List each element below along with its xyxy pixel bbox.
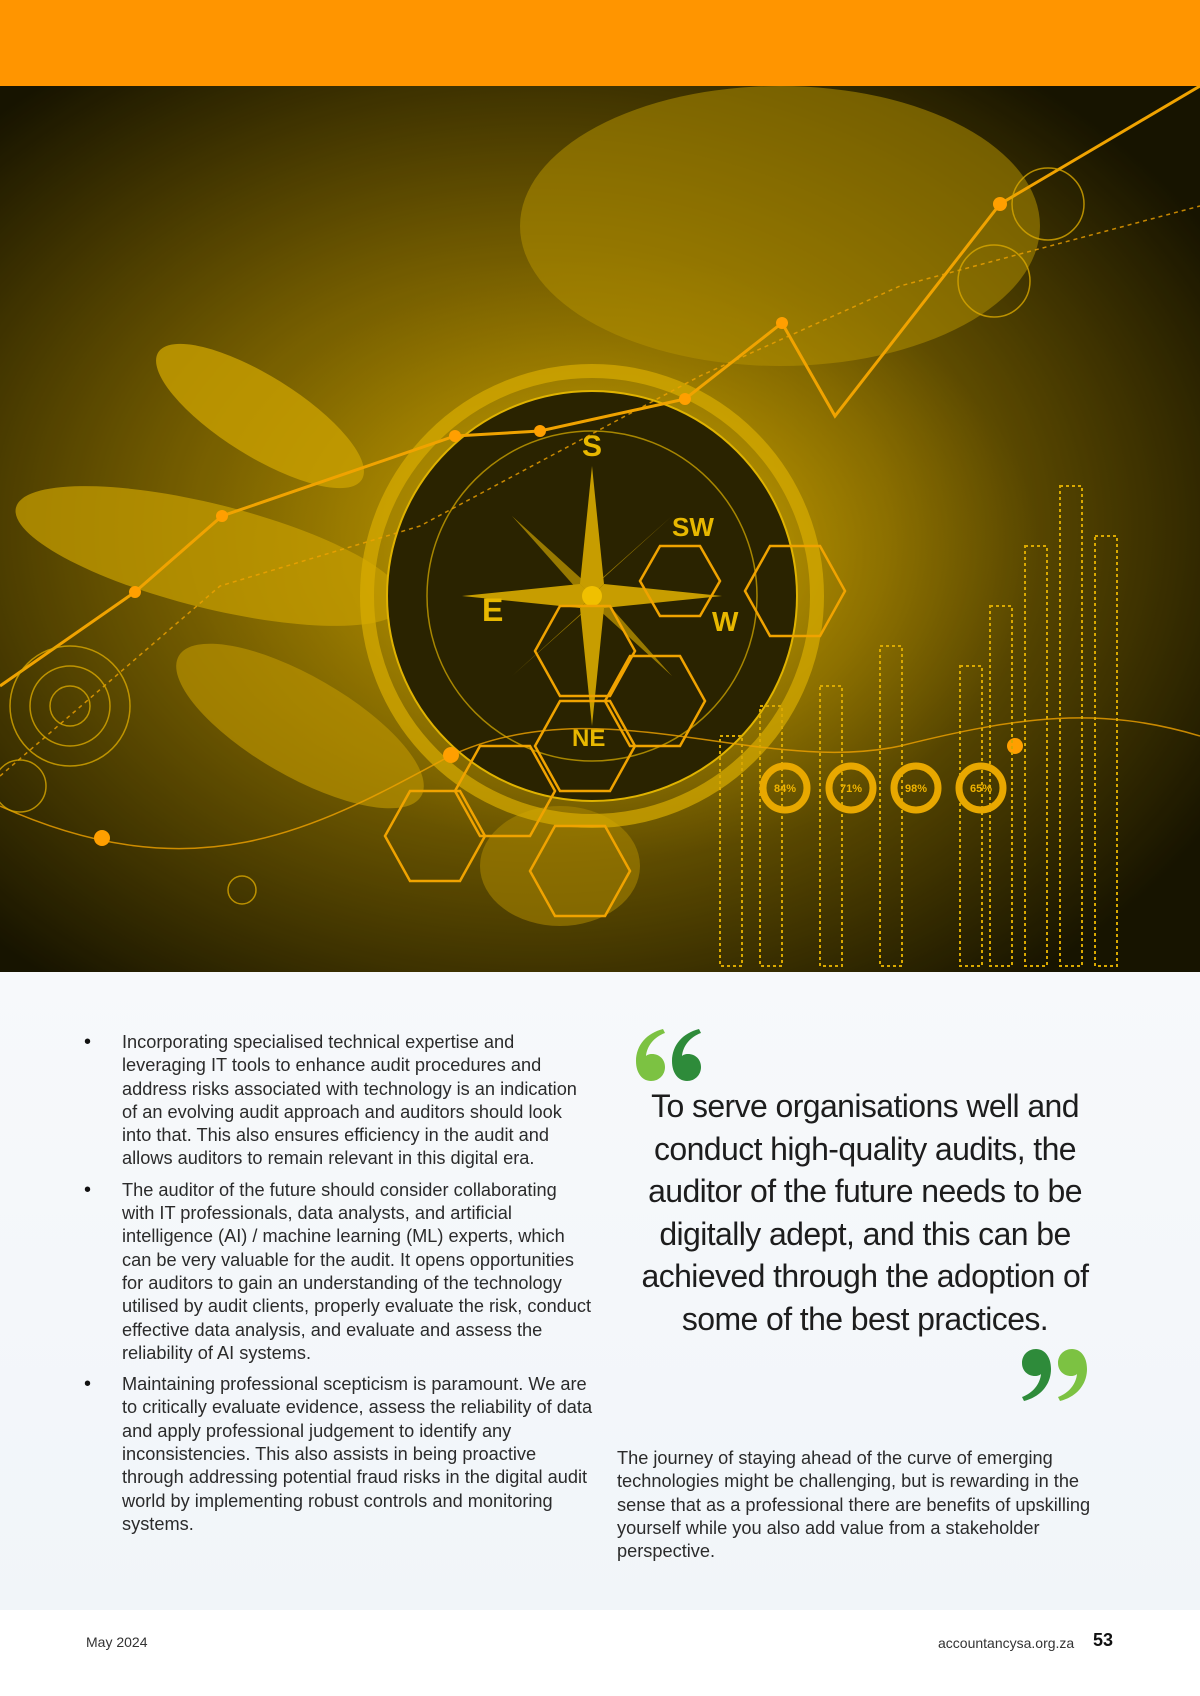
bullet-list <box>84 1031 594 1544</box>
footer-date: May 2024 <box>86 1634 148 1650</box>
gauge-label: 98% <box>904 783 928 795</box>
header-band <box>0 0 1200 86</box>
article-body <box>0 972 1200 1610</box>
gauge-label: 65% <box>969 783 993 795</box>
hero-image <box>0 86 1200 972</box>
close-quote-icon <box>1022 1347 1090 1403</box>
page-number: 53 <box>1093 1630 1114 1650</box>
list-item: • Incorporating specialised technical expertise and leveraging IT tools to enhance audit procedures and address risks associated with technology is an indication of an evolving audit approach and auditors should look into that. This also ensures efficiency in the audit and allows auditors to remain relevant in this digital era. <box>84 1031 594 1171</box>
svg-text:W: W <box>712 606 739 637</box>
list-item: • Maintaining professional scepticism is paramount. We are to critically evaluate evidence, assess the reliability of data and apply professional judgement to identify any inconsistencies. This also assists in being proactive through addressing potential fraud risks in the digital audit world by implementing robust controls and monitoring systems. <box>84 1373 594 1536</box>
footer-url[interactable]: accountancysa.org.za <box>938 1635 1075 1651</box>
compass-hand-icon <box>0 86 1200 972</box>
svg-text:SW: SW <box>672 512 714 542</box>
list-item: • The auditor of the future should consider collaborating with IT professionals, data analysts, and artificial intelligence (AI) / machine learning (ML) experts, which can be very valuable for the audit. It opens opportunities for auditors to gain an understanding of the technology utilised by audit clients, properly evaluate the risk, conduct effective data analysis, and evaluate and assess the reliability of AI systems. <box>84 1179 594 1365</box>
gauge-label: 84% <box>773 783 797 795</box>
open-quote-icon <box>633 1027 701 1083</box>
svg-text:NE: NE <box>572 725 606 752</box>
pull-quote: To serve organisations well and conduct high-quality audits, the auditor of the future needs to be digitally adept, and this can be achieved through the adoption of some of the best practices. <box>641 1088 1089 1337</box>
svg-text:E: E <box>482 592 504 628</box>
svg-text:S: S <box>582 430 603 463</box>
gauge-label: 71% <box>839 783 863 795</box>
closing-paragraph: The journey of staying ahead of the curve of emerging technologies might be challenging, but is rewarding in the sense that as a professional there are benefits of upskilling yourself while you also add value from a stakeholder perspective. <box>617 1448 1091 1562</box>
